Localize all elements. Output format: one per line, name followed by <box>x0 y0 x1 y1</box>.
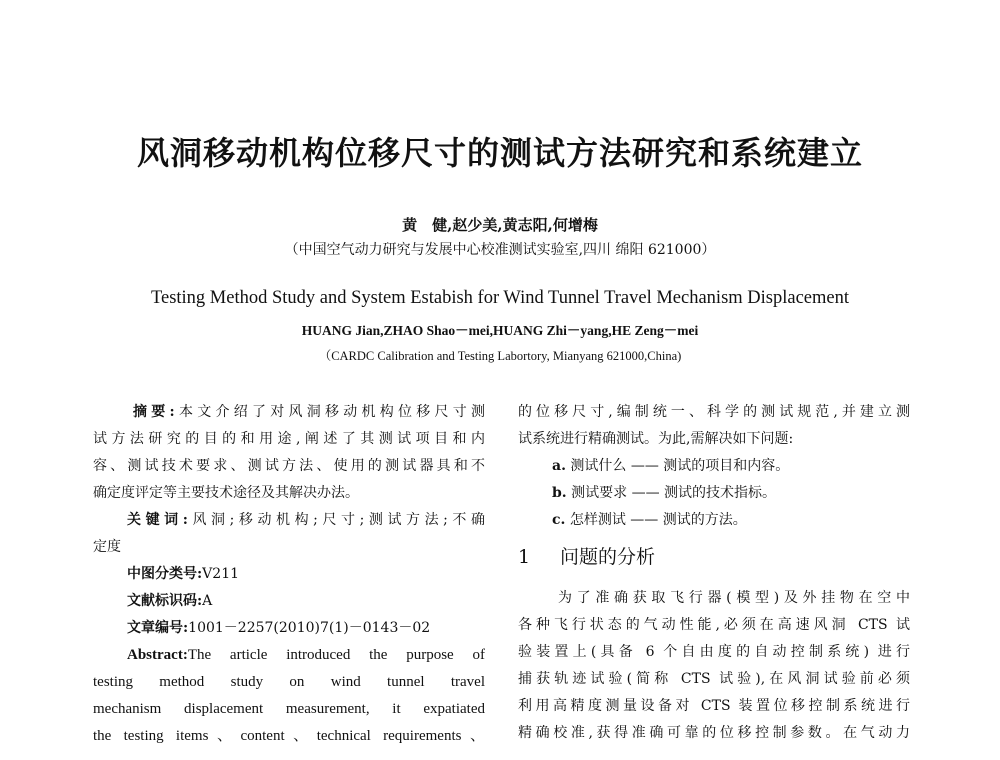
body-line-3: 验装置上(具备 6 个自由度的自动控制系统) 进行 <box>518 644 910 660</box>
abstract-en-line-1: Abstract:The article introduced the purpose of <box>127 647 485 663</box>
doc-code-label: 文献标识码: <box>127 593 203 609</box>
question-b-label: b. <box>552 485 567 501</box>
clc-line <box>93 561 485 588</box>
abstract-en-line-2: testing method study on wind tunnel travel <box>93 674 485 690</box>
section-number: 1 <box>518 546 531 568</box>
question-b-text: 测试要求 —— 测试的技术指标。 <box>571 485 777 501</box>
abstract-line-4: 确定度评定等主要技术途径及其解决办法。 <box>93 485 359 501</box>
body-line-5: 利用高精度测量设备对 CTS 装置位移控制系统进行 <box>518 698 910 714</box>
abstract-en-line-4: the testing items、content、technical requirements、 <box>93 728 485 744</box>
body-line-2: 各种飞行状态的气动性能,必须在高速风洞 CTS 试 <box>518 617 910 633</box>
abstract-line-1: 摘要:本文介绍了对风洞移动机构位移尺寸测 <box>133 404 485 420</box>
keywords-label: 关键词: <box>127 512 188 528</box>
question-a-label: a. <box>552 458 566 474</box>
doc-code-line <box>93 588 485 615</box>
body-line-1: 为了准确获取飞行器(模型)及外挂物在空中 <box>558 590 910 606</box>
section-title: 问题的分析 <box>560 546 656 568</box>
keywords-line-2: 定度 <box>93 539 121 555</box>
paper-title-en: Testing Method Study and System Estabish for Wind Tunnel Travel Mechanism Displacement <box>150 288 849 308</box>
section-heading <box>518 537 910 577</box>
affiliation-en: （CARDC Calibration and Testing Labortory, Mianyang 621000,China) <box>318 349 682 363</box>
authors-cn: 黄 健,赵少美,黄志阳,何增梅 <box>402 216 598 234</box>
abstract-en-line-3: mechanism displacement measurement, it expatiated <box>93 701 485 717</box>
body-line-4: 捕获轨迹试验(简称 CTS 试验),在风洞试验前必须 <box>518 671 910 687</box>
doc-code-value: A <box>202 593 213 609</box>
clc-label: 中图分类号: <box>127 566 203 582</box>
question-a-text: 测试什么 —— 测试的项目和内容。 <box>570 458 790 474</box>
keywords-line-1: 关键词:风洞;移动机构;尺寸;测试方法;不确 <box>127 512 485 528</box>
article-no-label: 文章编号: <box>127 620 189 636</box>
intro-line-1: 的位移尺寸,编制统一、科学的测试规范,并建立测 <box>518 404 910 420</box>
abstract-line-3: 容、测试技术要求、测试方法、使用的测试器具和不 <box>93 458 485 474</box>
clc-value: V211 <box>202 566 240 582</box>
question-b <box>518 480 910 507</box>
article-no-value: 1001－2257(2010)7(1)－0143－02 <box>188 620 431 636</box>
affiliation-cn: （中国空气动力研究与发展中心校准测试实验室,四川 绵阳 621000） <box>284 242 716 258</box>
abstract-en-label: Abstract: <box>127 647 188 663</box>
intro-line-2: 试系统进行精确测试。为此,需解决如下问题: <box>518 431 794 447</box>
question-c-text: 怎样测试 —— 测试的方法。 <box>569 512 747 528</box>
abstract-line-2: 试方法研究的目的和用途,阐述了其测试项目和内 <box>93 431 485 447</box>
question-c-label: c. <box>552 512 566 528</box>
body-line-6: 精确校准,获得准确可靠的位移控制参数。在气动力 <box>518 725 910 741</box>
question-c <box>518 507 910 534</box>
authors-en: HUANG Jian,ZHAO Shao－mei,HUANG Zhi－yang,HE Zeng－mei <box>301 323 699 338</box>
left-column <box>93 399 485 750</box>
paper-title-cn: 风洞移动机构位移尺寸的测试方法研究和系统建立 <box>136 134 863 172</box>
article-no-line <box>93 615 485 642</box>
abstract-label: 摘要: <box>133 404 175 420</box>
right-column <box>518 399 910 747</box>
question-a <box>518 453 910 480</box>
